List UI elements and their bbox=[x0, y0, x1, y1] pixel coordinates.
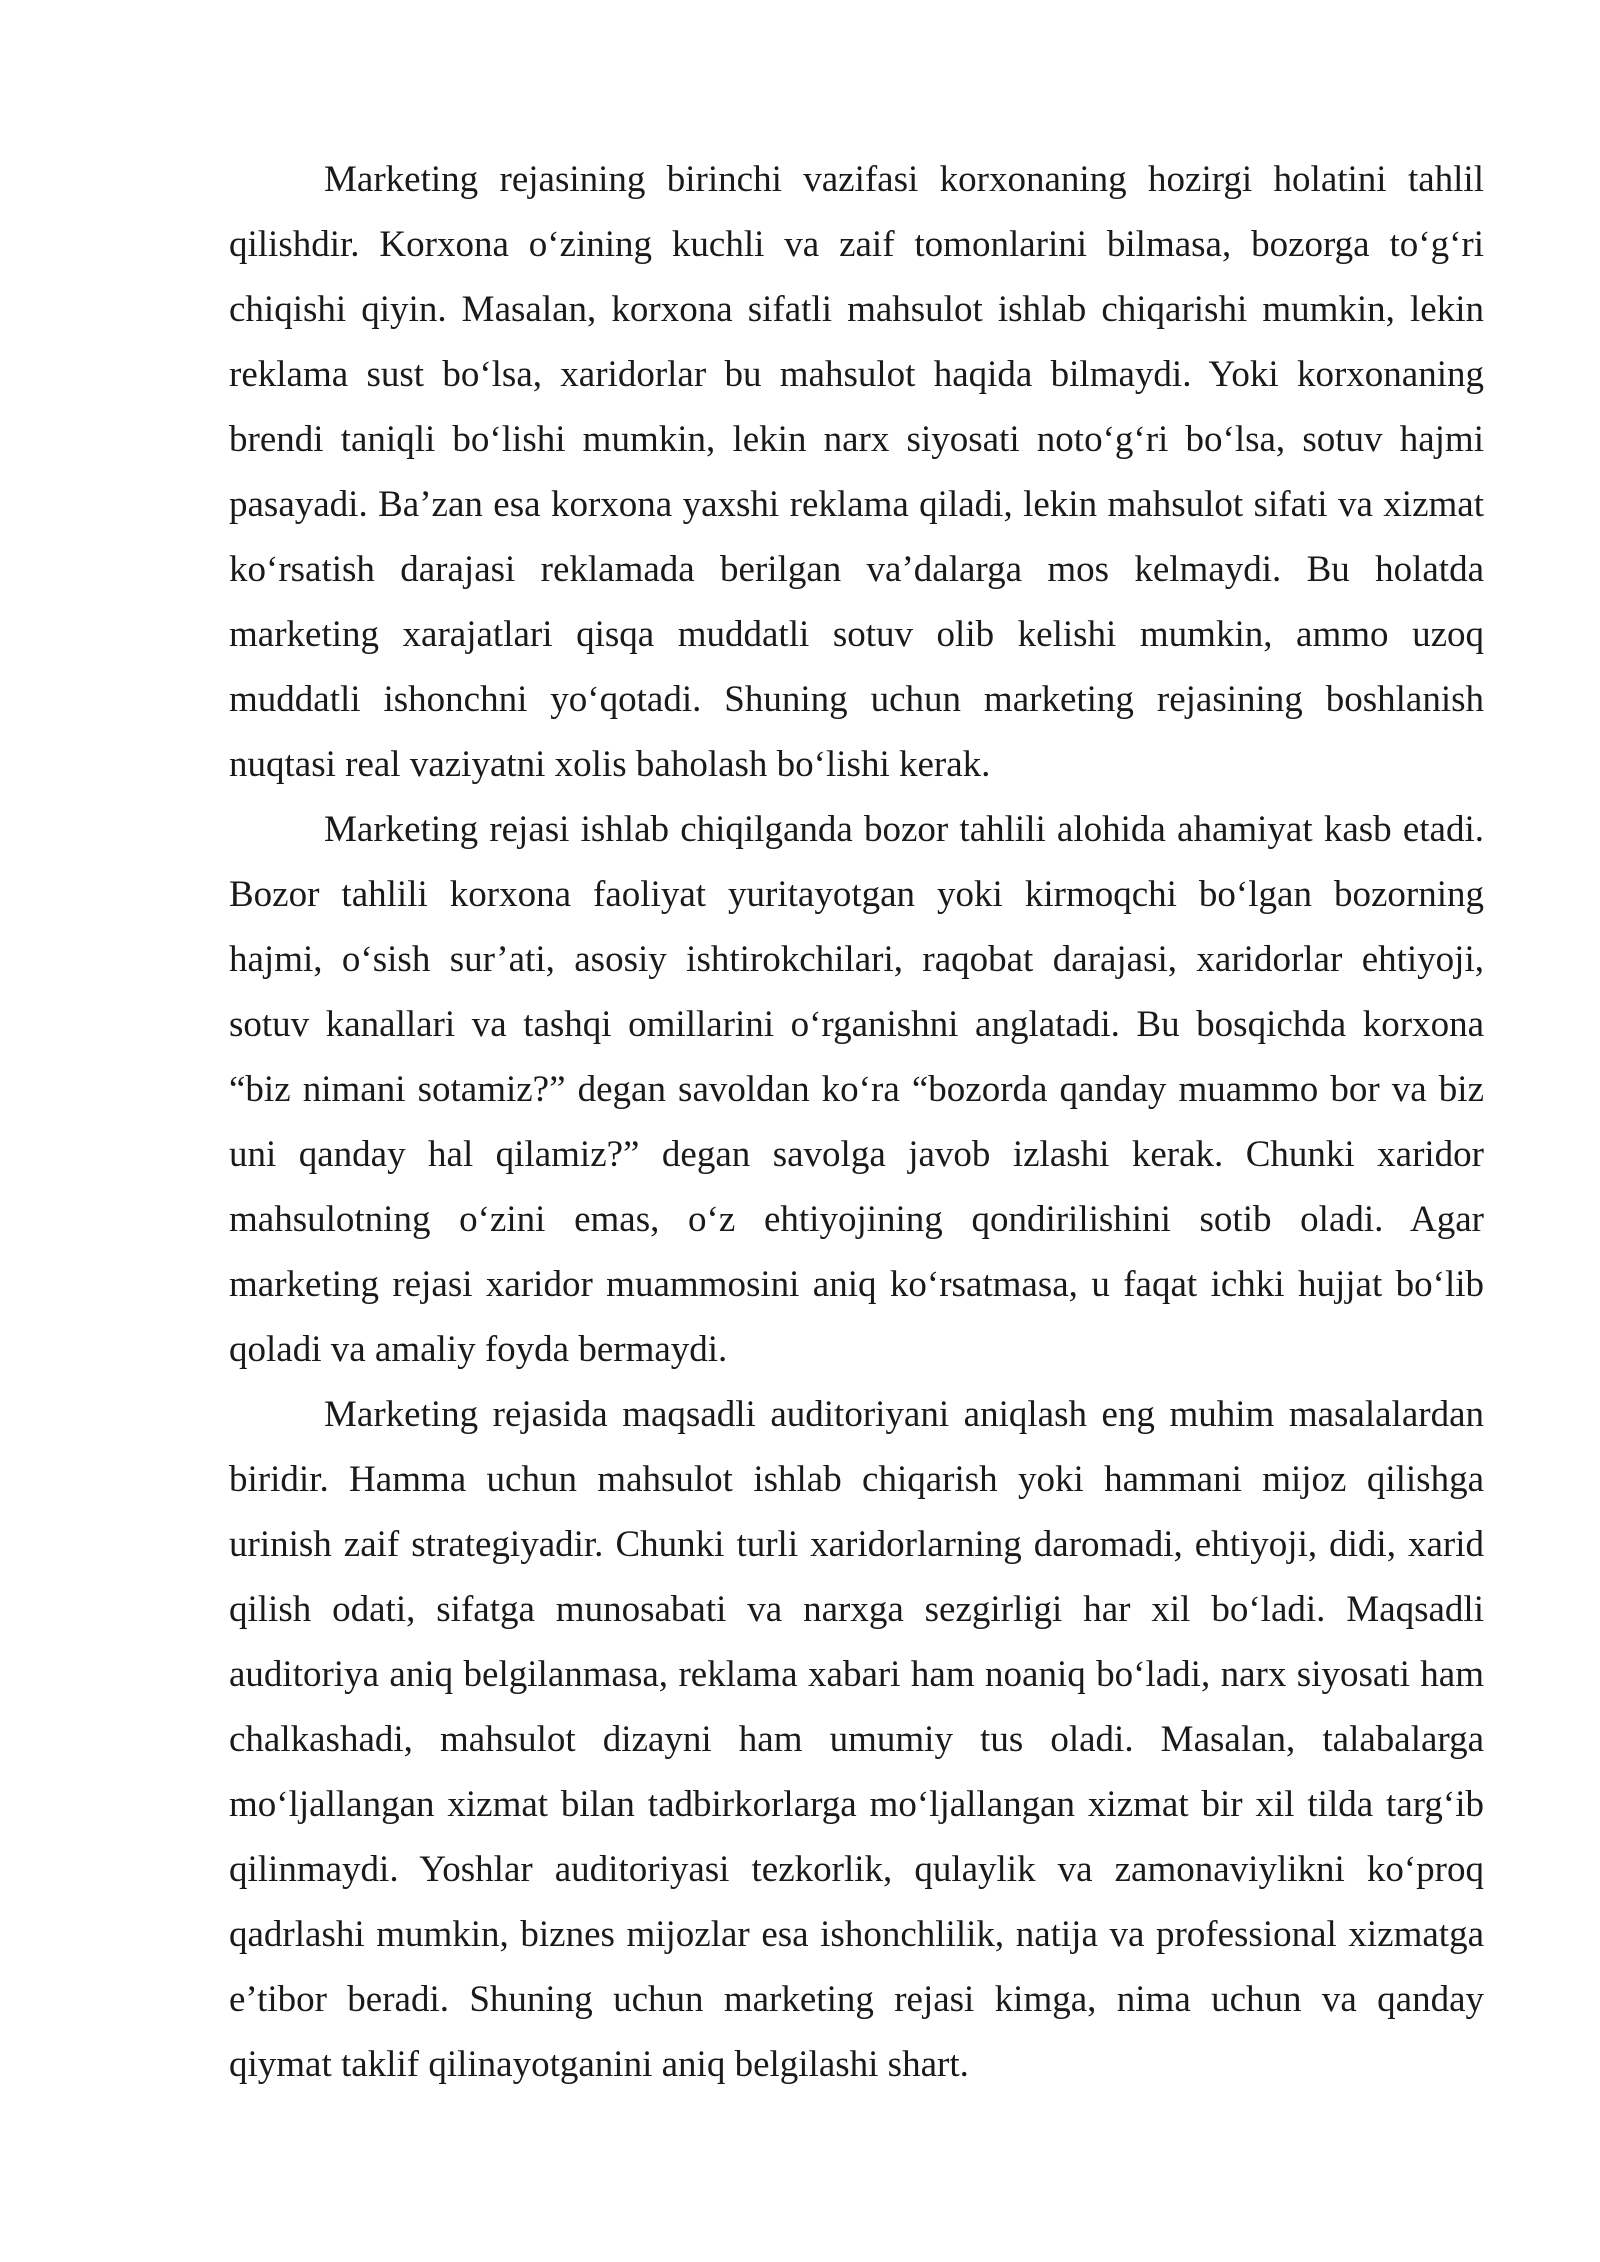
paragraph-target-audience: Marketing rejasida maqsadli auditoriyani aniqlash eng muhim masalalardan biridir. Hamma uchun mahsulot ishlab chiqarish yoki hammani mijoz qilishga urinish zaif strategiyadir. Chunki turli xaridorlarning daromadi, ehtiyoji, didi, xarid qilish odati, sifatga munosabati va narxga sezgirligi har xil bo‘ladi. Maqsadli auditoriya aniq belgilanmasa, reklama xabari ham noaniq bo‘ladi, narx siyosati ham chalkashadi, mahsulot dizayni ham umumiy tus oladi. Masalan, talabalarga mo‘ljallangan xizmat bilan tadbirkorlarga mo‘ljallangan xizmat bir xil tilda targ‘ib qilinmaydi. Yoshlar auditoriyasi tezkorlik, qulaylik va zamonaviylikni ko‘proq qadrlashi mumkin, biznes mijozlar esa ishonchlilik, natija va professional xizmatga e’tibor beradi. Shuning uchun marketing rejasi kimga, nima uchun va qanday qiymat taklif qilinayotganini aniq belgilashi shart. bbox=[229, 1394, 1484, 2085]
document-body bbox=[229, 147, 1484, 2097]
paragraph-market-analysis: Marketing rejasi ishlab chiqilganda bozor tahlili alohida ahamiyat kasb etadi. Bozor tahlili korxona faoliyat yuritayotgan yoki kirmoqchi bo‘lgan bozorning hajmi, o‘sish sur’ati, asosiy ishtirokchilari, raqobat darajasi, xaridorlar ehtiyoji, sotuv kanallari va tashqi omillarini o‘rganishni anglatadi. Bu bosqichda korxona “biz nimani sotamiz?” degan savoldan ko‘ra “bozorda qanday muammo bor va biz uni qanday hal qilamiz?” degan savolga javob izlashi kerak. Chunki xaridor mahsulotning o‘zini emas, o‘z ehtiyojining qondirilishini sotib oladi. Agar marketing rejasi xaridor muammosini aniq ko‘rsatmasa, u faqat ichki hujjat bo‘lib qoladi va amaliy foyda bermaydi. bbox=[229, 809, 1484, 1370]
paragraph-current-state-analysis: Marketing rejasining birinchi vazifasi korxonaning hozirgi holatini tahlil qilishdir. Korxona o‘zining kuchli va zaif tomonlarini bilmasa, bozorga to‘g‘ri chiqishi qiyin. Masalan, korxona sifatli mahsulot ishlab chiqarishi mumkin, lekin reklama sust bo‘lsa, xaridorlar bu mahsulot haqida bilmaydi. Yoki korxonaning brendi taniqli bo‘lishi mumkin, lekin narx siyosati noto‘g‘ri bo‘lsa, sotuv hajmi pasayadi. Ba’zan esa korxona yaxshi reklama qiladi, lekin mahsulot sifati va xizmat ko‘rsatish darajasi reklamada berilgan va’dalarga mos kelmaydi. Bu holatda marketing xarajatlari qisqa muddatli sotuv olib kelishi mumkin, ammo uzoq muddatli ishonchni yo‘qotadi. Shuning uchun marketing rejasining boshlanish nuqtasi real vaziyatni xolis baholash bo‘lishi kerak. bbox=[229, 159, 1484, 785]
